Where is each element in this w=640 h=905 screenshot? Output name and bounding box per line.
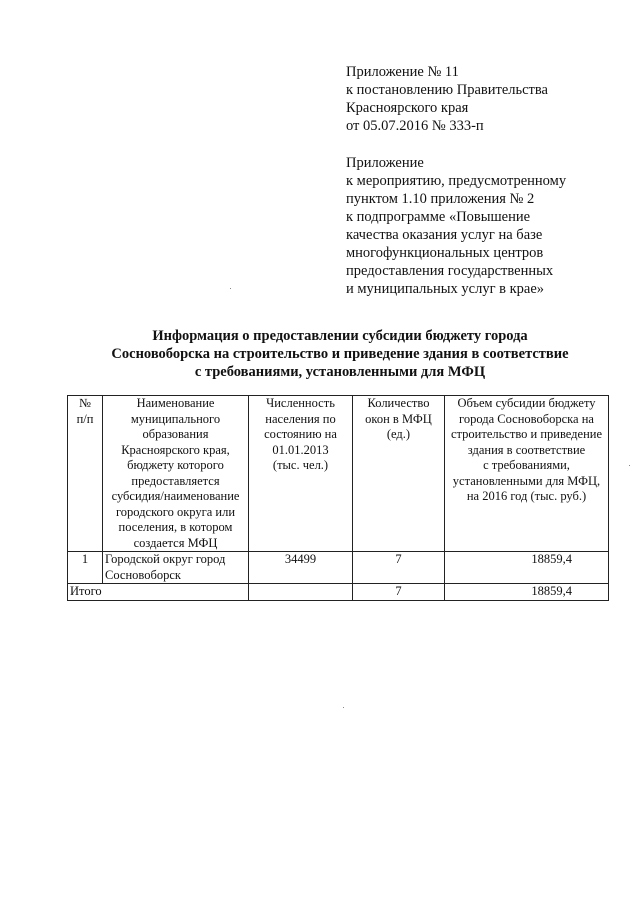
header-line: Количество [367, 396, 430, 410]
header-line: окон в МФЦ [365, 411, 432, 426]
header-line: с требованиями, [483, 458, 570, 472]
row-population: 34499 [249, 552, 353, 584]
header-line: п/п [76, 411, 94, 426]
appendix-line: Красноярского края [346, 100, 469, 116]
header-line: 01.01.2013 [272, 442, 329, 457]
header-line: образования [142, 427, 209, 441]
spacer [346, 135, 626, 154]
row-amount: 18859,4 [445, 552, 609, 584]
table-total-row [68, 584, 609, 601]
document-title [70, 327, 610, 381]
total-label: Итого [68, 584, 249, 601]
row-number: 1 [68, 552, 103, 584]
table-row [68, 552, 609, 584]
appendix-line: к мероприятию, предусмотренному [346, 173, 567, 189]
row-windows: 7 [353, 552, 445, 584]
table-header-row [68, 396, 609, 552]
appendix-line: предоставления государственных [346, 263, 554, 279]
total-amount: 18859,4 [445, 584, 609, 601]
header-line: города Сосновоборска на [459, 411, 594, 426]
header-line: установленными для МФЦ, [452, 473, 601, 488]
header-line: (тыс. чел.) [272, 458, 329, 472]
header-line: здания в соответствие [467, 442, 586, 457]
header-population [249, 396, 353, 552]
title-line: с требованиями, установленными для МФЦ [194, 364, 486, 380]
appendix-line: от 05.07.2016 № 333-п [346, 118, 484, 134]
row-name-line: Сосновоборск [105, 567, 181, 582]
header-municipality [103, 396, 249, 552]
appendix-line: качества оказания услуг на базе [346, 227, 543, 243]
appendix-line: Приложение [346, 155, 424, 171]
header-line: Объем субсидии бюджету [457, 396, 596, 410]
row-name-line: Городской округ город [105, 552, 226, 566]
scan-speck [343, 707, 344, 708]
appendix-line: пунктом 1.10 приложения № 2 [346, 191, 535, 207]
header-line: Наименование [136, 396, 215, 410]
header-subsidy [445, 396, 609, 552]
title-line: Информация о предоставлении субсидии бюджету города [152, 328, 528, 344]
header-windows [353, 396, 445, 552]
header-line: состоянию на [264, 427, 337, 441]
appendix-line: Приложение № 11 [346, 64, 459, 80]
header-line: Красноярского края, [121, 442, 230, 457]
header-line: городского округа или [115, 504, 236, 519]
appendix-line: к подпрограмме «Повышение [346, 209, 531, 225]
header-line: создается МФЦ [133, 535, 218, 550]
total-windows: 7 [353, 584, 445, 601]
header-line: субсидия/наименование [111, 489, 240, 503]
scan-speck [629, 465, 630, 466]
appendix-line: многофункциональных центров [346, 245, 544, 261]
header-line: № [79, 396, 91, 410]
total-population [249, 584, 353, 601]
appendix-line: и муниципальных услуг в крае» [346, 281, 545, 297]
appendix-line: к постановлению Правительства [346, 82, 548, 98]
appendix-header [346, 63, 626, 298]
scan-speck [230, 288, 231, 289]
header-line: строительство и приведение [451, 427, 602, 441]
header-line: поселения, в котором [118, 520, 233, 534]
header-line: на 2016 год (тыс. руб.) [466, 489, 587, 503]
header-line: бюджету которого [127, 458, 224, 472]
subsidy-table [67, 395, 609, 601]
header-line: предоставляется [131, 473, 220, 488]
title-line: Сосновоборска на строительство и приведение здания в соответствие [111, 346, 569, 362]
row-municipality [103, 552, 249, 584]
header-line: Численность [266, 396, 335, 410]
header-line: муниципального [130, 411, 221, 426]
header-line: (ед.) [386, 427, 411, 441]
header-number [68, 396, 103, 552]
header-line: населения по [265, 411, 336, 426]
